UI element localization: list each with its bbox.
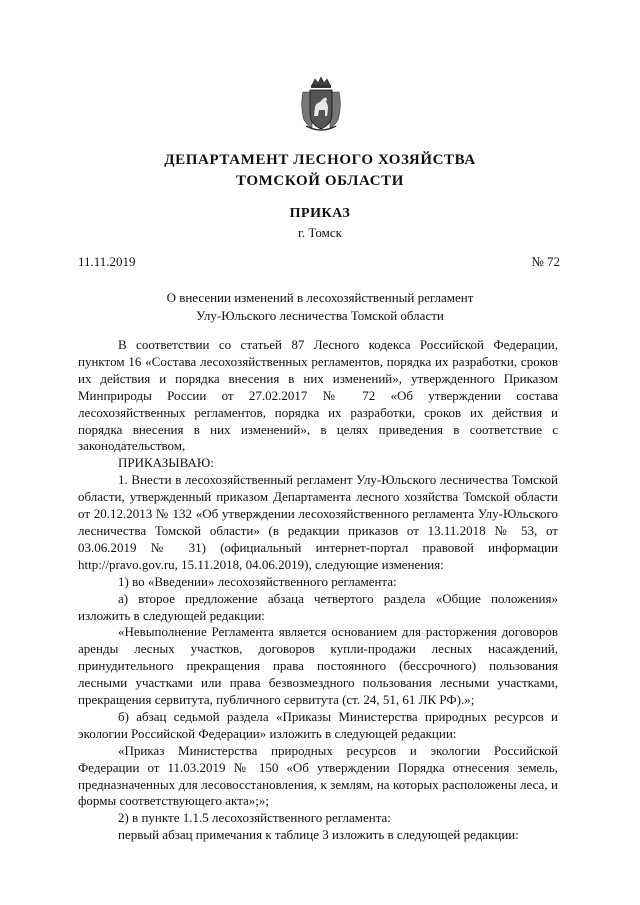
body-subitem-2-text: первый абзац примечания к таблице 3 изложить в следующей редакции: (118, 827, 519, 843)
body-quote-2: «Приказ Министерства природных ресурсов и экологии Российской Федерации от 11.03.2019 № 150 «Об утверждении Порядка отнесения земель, предназначенных для лесовосстановления, к землям, на которых расположены леса, и формы соответствующего акта»;»; (78, 742, 558, 809)
subject-line1: О внесении изменений в лесохозяйственный регламент (166, 290, 474, 305)
body-preamble: В соответствии со статьей 87 Лесного кодекса Российской Федерации, пунктом 16 «Состава лесохозяйственных регламентов, порядка их разработки, сроков их действия и порядка внесения в них изменений», утвержденного Приказом Минприроды России от 27.02.2017 № 72 «Об утверждении состава лесохозяйственных регламентов, порядка их разработки, сроков их действия и порядка внесения в них изменений», в целях приведения в соответствие с законодательством, (78, 337, 558, 454)
document-city: г. Томск (298, 225, 342, 240)
org-name-line1: ДЕПАРТАМЕНТ ЛЕСНОГО ХОЗЯЙСТВА (164, 152, 476, 168)
coat-of-arms-emblem (298, 76, 344, 132)
body-subitem-1b: б) абзац седьмой раздела «Приказы Министерства природных ресурсов и экологии Российской Федерации» изложить в следующей редакции: (78, 708, 558, 741)
organization-name (0, 150, 640, 192)
document-body (78, 337, 558, 844)
document-date: 11.11.2019 (78, 254, 136, 269)
body-order-word: ПРИКАЗЫВАЮ: (118, 455, 214, 471)
body-subitem-1a: а) второе предложение абзаца четвертого раздела «Общие положения» изложить в следующей редакции: (78, 590, 558, 623)
body-subitem-1: 1) во «Введении» лесохозяйственного регламента: (118, 573, 397, 589)
document-subject (0, 289, 640, 325)
document-type: ПРИКАЗ (289, 206, 351, 221)
document-number: № 72 (531, 254, 560, 269)
org-name-line2: ТОМСКОЙ ОБЛАСТИ (235, 173, 405, 189)
body-item-1: 1. Внести в лесохозяйственный регламент Улу-Юльского лесничества Томской области, утвержденный приказом Департамента лесного хозяйства Томской области от 20.12.2013 № 132 «Об утверждении лесохозяйственного регламента Улу-Юльского лесничества Томской области» (в редакции приказов от 13.11.2018 № 53, от 03.06.2019 № 31) (официальный интернет-портал правовой информации http://pravo.gov.ru, 15.11.2018, 04.06.2019), следующие изменения: (78, 472, 558, 572)
subject-line2: Улу-Юльского лесничества Томской области (196, 308, 444, 323)
body-quote-1: «Невыполнение Регламента является основанием для расторжения договоров аренды лесных участков, договоров купли-продажи лесных насаждений, принудительного прекращения права постоянного (бессрочного) пользования лесными участками или права безвозмездного пользования лесными участками, прекращения сервитута, публичного сервитута (ст. 24, 51, 61 ЛК РФ).»; (78, 624, 558, 708)
body-subitem-2: 2) в пункте 1.1.5 лесохозяйственного регламента: (118, 810, 391, 826)
